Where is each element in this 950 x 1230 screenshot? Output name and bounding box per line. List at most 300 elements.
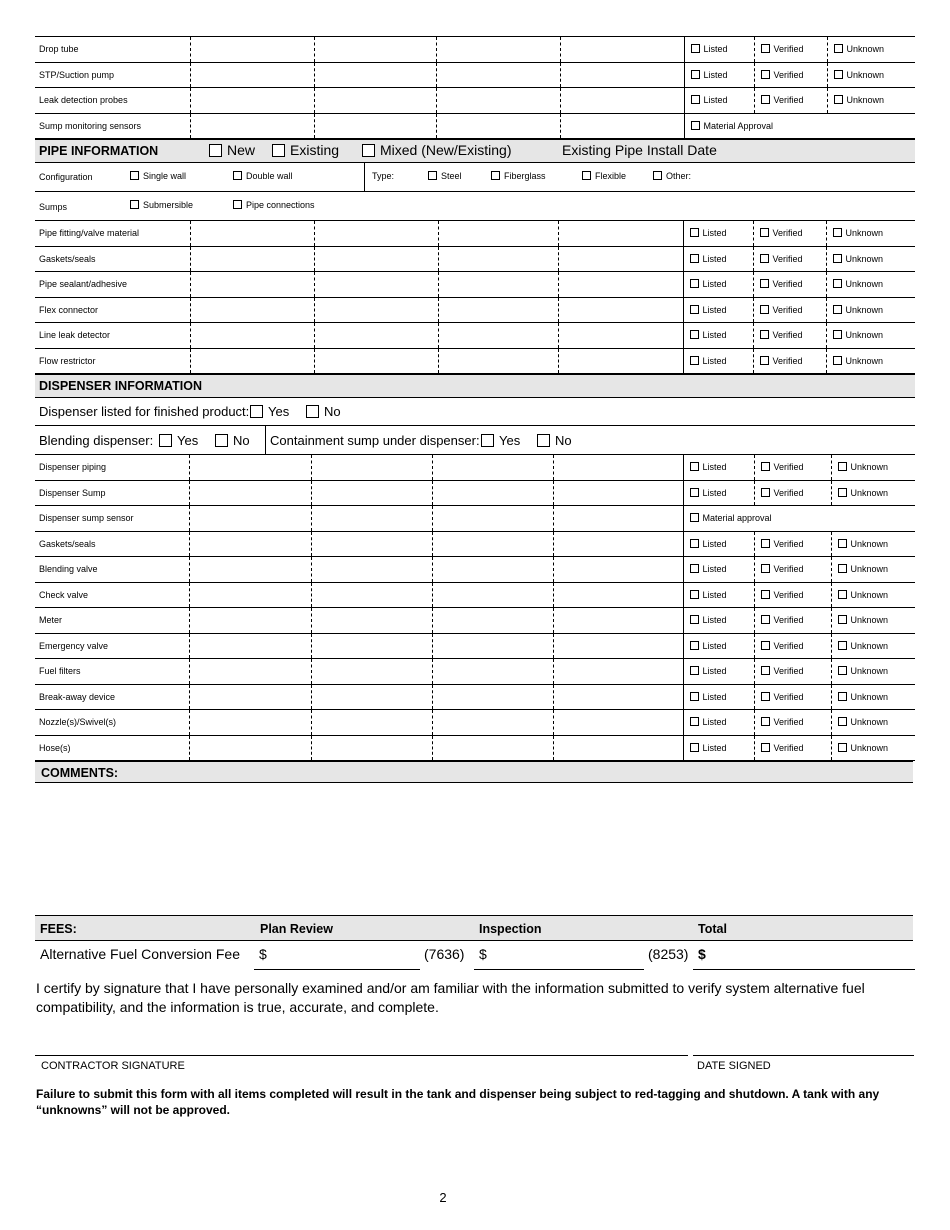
entry-cell[interactable] <box>311 659 432 685</box>
listed-checkbox[interactable] <box>690 305 699 314</box>
single-wall-checkbox[interactable] <box>130 171 139 180</box>
verified-checkbox[interactable] <box>761 590 770 599</box>
blending-row <box>35 426 915 455</box>
table-row <box>35 531 915 557</box>
verified-checkbox[interactable] <box>760 228 769 237</box>
submersible-checkbox[interactable] <box>130 200 139 209</box>
flexible-checkbox[interactable] <box>582 171 591 180</box>
entry-cell[interactable] <box>553 582 683 608</box>
verified-checkbox[interactable] <box>761 462 770 471</box>
entry-cell[interactable] <box>553 455 683 480</box>
unknown-label: Unknown <box>850 615 889 626</box>
table-row <box>35 297 915 323</box>
option-label: Pipe connections <box>246 200 315 210</box>
inspection-field[interactable] <box>474 969 644 970</box>
table-row <box>35 113 915 139</box>
option-label: No <box>555 433 572 448</box>
unknown-label: Unknown <box>850 589 889 600</box>
pipe-mixed-checkbox[interactable] <box>362 144 375 157</box>
table-row <box>35 557 915 583</box>
entry-cell[interactable] <box>432 735 553 761</box>
item-label: Emergency valve <box>35 633 189 659</box>
total-label: Total <box>698 922 727 936</box>
entry-cell[interactable] <box>553 608 683 634</box>
listed-checkbox[interactable] <box>690 488 699 497</box>
entry-cell[interactable] <box>560 37 684 63</box>
table-row <box>35 582 915 608</box>
verified-label: Verified <box>772 330 803 341</box>
unknown-label: Unknown <box>845 355 884 366</box>
entry-cell[interactable] <box>558 221 683 246</box>
listed-checkbox[interactable] <box>690 356 699 365</box>
item-label: Pipe sealant/adhesive <box>35 272 190 298</box>
option-label: Submersible <box>143 200 194 210</box>
entry-cell[interactable] <box>311 735 432 761</box>
verified-checkbox[interactable] <box>761 70 770 79</box>
listed-checkbox[interactable] <box>690 564 699 573</box>
listed-checkbox[interactable] <box>690 692 699 701</box>
entry-cell[interactable] <box>436 37 560 63</box>
listed-checkbox[interactable] <box>690 279 699 288</box>
item-label: Line leak detector <box>35 323 190 349</box>
entry-cell[interactable] <box>432 633 553 659</box>
listed-label: Listed <box>702 666 727 677</box>
steel-checkbox[interactable] <box>428 171 437 180</box>
listed-checkbox[interactable] <box>690 641 699 650</box>
verified-checkbox[interactable] <box>761 564 770 573</box>
unknown-label: Unknown <box>846 44 885 55</box>
unknown-checkbox[interactable] <box>838 564 847 573</box>
entry-cell[interactable] <box>314 221 438 246</box>
entry-cell[interactable] <box>189 506 311 532</box>
entry-cell[interactable] <box>438 323 558 349</box>
entry-cell[interactable] <box>432 480 553 506</box>
entry-cell[interactable] <box>432 506 553 532</box>
entry-cell[interactable] <box>189 684 311 710</box>
entry-cell[interactable] <box>311 506 432 532</box>
entry-cell[interactable] <box>189 633 311 659</box>
unknown-label: Unknown <box>850 487 889 498</box>
entry-cell[interactable] <box>432 659 553 685</box>
unknown-label: Unknown <box>850 691 889 702</box>
listed-checkbox[interactable] <box>690 615 699 624</box>
verified-checkbox[interactable] <box>760 330 769 339</box>
material-approval-checkbox[interactable] <box>690 513 699 522</box>
verified-checkbox[interactable] <box>760 254 769 263</box>
entry-cell[interactable] <box>314 62 436 88</box>
entry-cell[interactable] <box>553 633 683 659</box>
table-row <box>35 608 915 634</box>
unknown-checkbox[interactable] <box>838 692 847 701</box>
unknown-label: Unknown <box>846 95 885 106</box>
listed-label: Listed <box>702 304 727 315</box>
listed-checkbox[interactable] <box>691 44 700 53</box>
verified-checkbox[interactable] <box>761 615 770 624</box>
verified-checkbox[interactable] <box>760 279 769 288</box>
verified-label: Verified <box>773 717 804 728</box>
item-label: STP/Suction pump <box>35 62 190 88</box>
plan-review-field[interactable] <box>254 969 420 970</box>
entry-cell[interactable] <box>558 348 683 374</box>
table-row <box>35 348 915 374</box>
entry-cell[interactable] <box>189 735 311 761</box>
unknown-label: Unknown <box>846 69 885 80</box>
entry-cell[interactable] <box>311 531 432 557</box>
contractor-signature-field[interactable] <box>35 1055 688 1056</box>
listed-label: Listed <box>702 717 727 728</box>
verified-label: Verified <box>773 44 804 55</box>
listed-label: Listed <box>703 44 728 55</box>
listed-checkbox[interactable] <box>690 666 699 675</box>
option-label: Yes <box>177 433 199 448</box>
entry-cell[interactable] <box>189 582 311 608</box>
item-label: Gaskets/seals <box>35 246 190 272</box>
unknown-label: Unknown <box>845 228 884 239</box>
entry-cell[interactable] <box>189 557 311 583</box>
listed-checkbox[interactable] <box>690 743 699 752</box>
verified-checkbox[interactable] <box>760 356 769 365</box>
unknown-checkbox[interactable] <box>838 488 847 497</box>
entry-cell[interactable] <box>558 272 683 298</box>
verified-label: Verified <box>773 691 804 702</box>
dispenser-info-header <box>35 374 915 398</box>
item-label: Dispenser piping <box>35 455 189 480</box>
item-label: Sump monitoring sensors <box>35 113 190 139</box>
yes-checkbox[interactable] <box>481 434 494 447</box>
yes-checkbox[interactable] <box>250 405 263 418</box>
entry-cell[interactable] <box>560 62 684 88</box>
item-label: Hose(s) <box>35 735 189 761</box>
entry-cell[interactable] <box>560 88 684 114</box>
verified-checkbox[interactable] <box>761 743 770 752</box>
unknown-label: Unknown <box>850 666 889 677</box>
entry-cell[interactable] <box>558 297 683 323</box>
verified-label: Verified <box>772 304 803 315</box>
table-row <box>35 88 915 114</box>
yes-checkbox[interactable] <box>159 434 172 447</box>
entry-cell[interactable] <box>189 480 311 506</box>
tank-components-table <box>35 36 915 139</box>
plan-review-label: Plan Review <box>260 922 333 936</box>
other-checkbox[interactable] <box>653 171 662 180</box>
table-row <box>35 37 915 63</box>
table-row <box>35 659 915 685</box>
unknown-checkbox[interactable] <box>838 743 847 752</box>
no-checkbox[interactable] <box>537 434 550 447</box>
comments-label: COMMENTS: <box>41 766 119 780</box>
entry-cell[interactable] <box>189 531 311 557</box>
unknown-checkbox[interactable] <box>834 44 843 53</box>
comments-header <box>35 761 913 783</box>
fiberglass-checkbox[interactable] <box>491 171 500 180</box>
entry-cell[interactable] <box>558 246 683 272</box>
unknown-label: Unknown <box>850 564 889 575</box>
question-label: Dispenser listed for finished product: <box>39 404 250 419</box>
listed-checkbox[interactable] <box>691 70 700 79</box>
verified-checkbox[interactable] <box>761 539 770 548</box>
verified-label: Verified <box>772 355 803 366</box>
entry-cell[interactable] <box>553 659 683 685</box>
listed-checkbox[interactable] <box>690 330 699 339</box>
listed-label: Listed <box>702 487 727 498</box>
listed-checkbox[interactable] <box>690 539 699 548</box>
unknown-label: Unknown <box>850 717 889 728</box>
unknown-checkbox[interactable] <box>838 641 847 650</box>
item-label: Dispenser sump sensor <box>35 506 189 532</box>
entry-cell[interactable] <box>190 323 314 349</box>
section-title: DISPENSER INFORMATION <box>39 379 202 393</box>
option-label: Other: <box>666 171 692 181</box>
unknown-checkbox[interactable] <box>833 254 842 263</box>
entry-cell[interactable] <box>314 348 438 374</box>
listed-checkbox[interactable] <box>691 95 700 104</box>
entry-cell[interactable] <box>436 62 560 88</box>
table-row <box>35 710 915 736</box>
entry-cell[interactable] <box>432 710 553 736</box>
table-row <box>35 480 915 506</box>
table-row <box>35 633 915 659</box>
item-label: Fuel filters <box>35 659 189 685</box>
entry-cell[interactable] <box>553 710 683 736</box>
option-label: Yes <box>268 404 290 419</box>
form-page <box>35 36 915 761</box>
unknown-checkbox[interactable] <box>833 279 842 288</box>
entry-cell[interactable] <box>314 272 438 298</box>
listed-checkbox[interactable] <box>690 717 699 726</box>
entry-cell[interactable] <box>190 113 314 139</box>
entry-cell[interactable] <box>432 608 553 634</box>
verified-label: Verified <box>773 564 804 575</box>
no-checkbox[interactable] <box>215 434 228 447</box>
entry-cell[interactable] <box>311 710 432 736</box>
verified-checkbox[interactable] <box>761 44 770 53</box>
table-row <box>35 272 915 298</box>
verified-label: Verified <box>773 640 804 651</box>
entry-cell[interactable] <box>432 455 553 480</box>
contractor-signature-label: CONTRACTOR SIGNATURE <box>41 1060 185 1072</box>
verified-label: Verified <box>773 487 804 498</box>
entry-cell[interactable] <box>436 88 560 114</box>
material-approval-checkbox[interactable] <box>691 121 700 130</box>
entry-cell[interactable] <box>314 323 438 349</box>
item-label: Nozzle(s)/Swivel(s) <box>35 710 189 736</box>
pipe-components-table <box>35 221 915 374</box>
entry-cell[interactable] <box>190 246 314 272</box>
page-number: 2 <box>439 1190 447 1205</box>
listed-checkbox[interactable] <box>690 462 699 471</box>
listed-checkbox[interactable] <box>690 228 699 237</box>
listed-label: Listed <box>702 330 727 341</box>
unknown-checkbox[interactable] <box>838 615 847 624</box>
listed-label: Listed <box>702 279 727 290</box>
sumps-row <box>35 192 915 221</box>
item-label: Pipe fitting/valve material <box>35 221 190 246</box>
listed-checkbox[interactable] <box>690 254 699 263</box>
entry-cell[interactable] <box>438 246 558 272</box>
configuration-row <box>35 163 915 192</box>
unknown-checkbox[interactable] <box>838 539 847 548</box>
pipe-existing-checkbox[interactable] <box>272 144 285 157</box>
entry-cell[interactable] <box>311 608 432 634</box>
unknown-checkbox[interactable] <box>833 330 842 339</box>
unknown-label: Unknown <box>850 640 889 651</box>
entry-cell[interactable] <box>553 506 683 532</box>
entry-cell[interactable] <box>189 659 311 685</box>
fee-row <box>35 940 915 970</box>
table-row <box>35 506 915 532</box>
pipe-connections-checkbox[interactable] <box>233 200 242 209</box>
entry-cell[interactable] <box>438 221 558 246</box>
table-row <box>35 323 915 349</box>
verified-checkbox[interactable] <box>760 305 769 314</box>
entry-cell[interactable] <box>432 582 553 608</box>
table-row <box>35 246 915 272</box>
entry-cell[interactable] <box>432 531 553 557</box>
listed-checkbox[interactable] <box>690 590 699 599</box>
option-label: Flexible <box>595 171 627 181</box>
entry-cell[interactable] <box>190 272 314 298</box>
verified-label: Verified <box>772 279 803 290</box>
divider <box>265 426 266 454</box>
listed-label: Listed <box>702 742 727 753</box>
inspection-code: (8253) <box>648 946 689 962</box>
entry-cell[interactable] <box>311 684 432 710</box>
entry-cell[interactable] <box>553 735 683 761</box>
verified-label: Verified <box>772 228 803 239</box>
dollar-sign: $ <box>698 946 706 962</box>
entry-cell[interactable] <box>314 297 438 323</box>
section-title: PIPE INFORMATION <box>39 144 159 158</box>
entry-cell[interactable] <box>436 113 560 139</box>
unknown-checkbox[interactable] <box>834 95 843 104</box>
dispenser-listed-row <box>35 398 915 426</box>
item-label: Flex connector <box>35 297 190 323</box>
verified-label: Verified <box>773 69 804 80</box>
listed-label: Listed <box>702 355 727 366</box>
listed-label: Listed <box>702 538 727 549</box>
entry-cell[interactable] <box>190 62 314 88</box>
entry-cell[interactable] <box>314 113 436 139</box>
option-label: No <box>233 433 250 448</box>
entry-cell[interactable] <box>311 455 432 480</box>
date-signed-label: DATE SIGNED <box>697 1060 771 1072</box>
verified-checkbox[interactable] <box>761 641 770 650</box>
listed-label: Listed <box>702 589 727 600</box>
question-label: Containment sump under dispenser: <box>270 433 480 448</box>
entry-cell[interactable] <box>189 608 311 634</box>
entry-cell[interactable] <box>311 582 432 608</box>
no-checkbox[interactable] <box>306 405 319 418</box>
entry-cell[interactable] <box>438 297 558 323</box>
entry-cell[interactable] <box>190 221 314 246</box>
verified-checkbox[interactable] <box>761 666 770 675</box>
unknown-checkbox[interactable] <box>833 305 842 314</box>
fees-header <box>35 915 913 941</box>
listed-label: Listed <box>702 564 727 575</box>
listed-label: Listed <box>703 95 728 106</box>
entry-cell[interactable] <box>314 88 436 114</box>
entry-cell[interactable] <box>190 348 314 374</box>
pipe-new-checkbox[interactable] <box>209 144 222 157</box>
unknown-checkbox[interactable] <box>838 590 847 599</box>
verified-label: Verified <box>773 462 804 473</box>
unknown-checkbox[interactable] <box>838 462 847 471</box>
entry-cell[interactable] <box>553 531 683 557</box>
item-label: Gaskets/seals <box>35 531 189 557</box>
entry-cell[interactable] <box>311 480 432 506</box>
total-field[interactable] <box>693 969 915 970</box>
plan-review-code: (7636) <box>424 946 465 962</box>
unknown-checkbox[interactable] <box>833 228 842 237</box>
item-label: Dispenser Sump <box>35 480 189 506</box>
verified-checkbox[interactable] <box>761 717 770 726</box>
verified-checkbox[interactable] <box>761 488 770 497</box>
table-row <box>35 62 915 88</box>
unknown-label: Unknown <box>845 253 884 264</box>
divider <box>364 163 365 191</box>
unknown-label: Unknown <box>850 742 889 753</box>
verified-label: Verified <box>773 666 804 677</box>
entry-cell[interactable] <box>314 246 438 272</box>
entry-cell[interactable] <box>190 88 314 114</box>
entry-cell[interactable] <box>311 557 432 583</box>
install-date-label: Existing Pipe Install Date <box>562 142 717 158</box>
unknown-checkbox[interactable] <box>838 666 847 675</box>
verified-checkbox[interactable] <box>761 95 770 104</box>
option-label: New <box>227 142 256 158</box>
entry-cell[interactable] <box>438 348 558 374</box>
entry-cell[interactable] <box>553 684 683 710</box>
option-label: Single wall <box>143 171 187 181</box>
entry-cell[interactable] <box>553 557 683 583</box>
item-label: Drop tube <box>35 37 190 63</box>
entry-cell[interactable] <box>438 272 558 298</box>
material-approval-label: Material Approval <box>703 120 774 131</box>
entry-cell[interactable] <box>314 37 436 63</box>
entry-cell[interactable] <box>190 37 314 63</box>
configuration-label: Configuration <box>39 172 93 182</box>
unknown-checkbox[interactable] <box>833 356 842 365</box>
entry-cell[interactable] <box>432 557 553 583</box>
table-row <box>35 684 915 710</box>
item-label: Break-away device <box>35 684 189 710</box>
entry-cell[interactable] <box>189 455 311 480</box>
verified-checkbox[interactable] <box>761 692 770 701</box>
unknown-checkbox[interactable] <box>838 717 847 726</box>
option-label: Fiberglass <box>504 171 546 181</box>
entry-cell[interactable] <box>558 323 683 349</box>
unknown-checkbox[interactable] <box>834 70 843 79</box>
comments-area[interactable] <box>35 783 913 908</box>
dollar-sign: $ <box>479 946 487 962</box>
fee-name: Alternative Fuel Conversion Fee <box>40 946 240 962</box>
entry-cell[interactable] <box>560 113 684 139</box>
verified-label: Verified <box>773 95 804 106</box>
warning-text: Failure to submit this form with all items completed will result in the tank and dispenser being subject to red-tagging and shutdown. A tank with any “unknowns” will not be approved. <box>36 1087 880 1117</box>
fees-label: FEES: <box>40 922 77 936</box>
verified-label: Verified <box>773 538 804 549</box>
certification-text: I certify by signature that I have personally examined and/or am familiar with the information submitted to verify system alternative fuel compatibility, and the information is true, accurate, and complete. <box>36 980 865 1015</box>
entry-cell[interactable] <box>189 710 311 736</box>
entry-cell[interactable] <box>432 684 553 710</box>
listed-label: Listed <box>702 253 727 264</box>
entry-cell[interactable] <box>190 297 314 323</box>
double-wall-checkbox[interactable] <box>233 171 242 180</box>
date-signed-field[interactable] <box>693 1055 914 1056</box>
item-label: Flow restrictor <box>35 348 190 374</box>
entry-cell[interactable] <box>553 480 683 506</box>
entry-cell[interactable] <box>311 633 432 659</box>
